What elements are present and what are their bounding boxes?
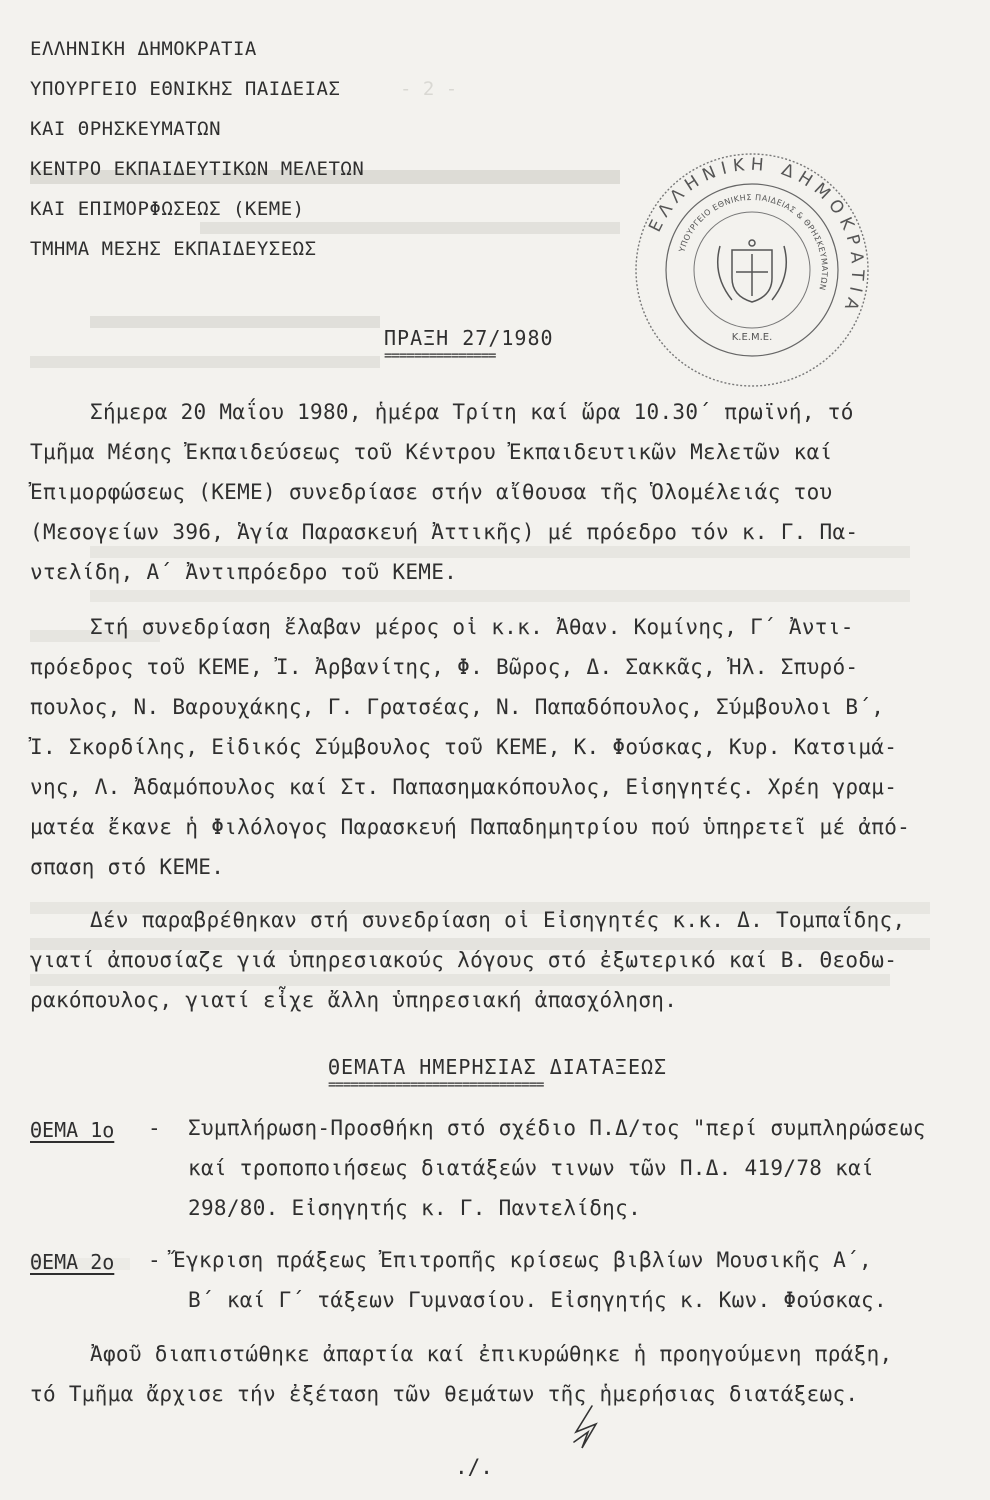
- paragraph-2-line: Στή συνεδρίαση ἔλαβαν μέρος οἱ κ.κ. Ἀθαν. Κομίνης, Γ΄ Ἀντι-: [90, 615, 854, 639]
- paragraph-1-line: (Μεσογείων 396, Ἁγία Παρασκευή Ἀττικῆς) μέ πρόεδρο τόν κ. Γ. Πα-: [30, 520, 859, 544]
- stamp-bottom-text: Κ.Ε.Μ.Ε.: [731, 332, 773, 343]
- header-line-2: ΥΠΟΥΡΓΕΙΟ ΕΘΝΙΚΗΣ ΠΑΙΔΕΙΑΣ: [30, 78, 341, 100]
- topic-2-dash: -: [148, 1248, 161, 1272]
- act-title: [384, 326, 554, 364]
- topic-2-line: Β΄ καί Γ΄ τάξεων Γυμνασίου. Εἰσηγητής κ. Κων. Φούσκας.: [188, 1288, 887, 1312]
- coat-of-arms-icon: [718, 240, 787, 302]
- paragraph-4-line: Ἀφοῦ διαπιστώθηκε ἀπαρτία καί ἐπικυρώθηκε ἡ προηγούμενη πράξη,: [90, 1342, 893, 1366]
- paragraph-3-line: Δέν παραβρέθηκαν στή συνεδρίαση οἱ Εἰσηγητές κ.κ. Δ. Τομπαΐδης,: [90, 908, 906, 932]
- agenda-title: [328, 1055, 668, 1093]
- stamp-outer-text: ΕΛΛΗΝΙΚΗ ΔΗΜΟΚΡΑΤΙΑ: [645, 154, 868, 319]
- header-line-3: ΚΑΙ ΘΡΗΣΚΕΥΜΑΤΩΝ: [30, 118, 222, 140]
- page-continuation-mark: ./.: [455, 1455, 493, 1479]
- paragraph-1-line: Τμῆμα Μέσης Ἐκπαιδεύσεως τοῦ Κέντρου Ἐκπαιδευτικῶν Μελετῶν καί: [30, 440, 833, 464]
- official-stamp: [632, 150, 872, 390]
- header-line-1: ΕΛΛΗΝΙΚΗ ΔΗΜΟΚΡΑΤΙΑ: [30, 38, 257, 60]
- stamp-inner-text: ΥΠΟΥΡΓΕΙΟ ΕΘΝΙΚΗΣ ΠΑΙΔΕΙΑΣ & ΘΡΗΣΚΕΥΜΑΤΩΝ: [677, 192, 830, 292]
- topic-1-dash: -: [148, 1116, 161, 1140]
- paragraph-4-line: τό Τμῆμα ἄρχισε τήν ἐξέταση τῶν θεμάτων τῆς ἡμερήσιας διατάξεως.: [30, 1382, 859, 1406]
- header-line-4: ΚΕΝΤΡΟ ΕΚΠΑΙΔΕΥΤΙΚΩΝ ΜΕΛΕΤΩΝ: [30, 158, 365, 180]
- paragraph-3-line: ρακόπουλος, γιατί εἶχε ἄλλη ὑπηρεσιακή ἀπασχόληση.: [30, 988, 678, 1012]
- paragraph-2-line: ματέα ἔκανε ἡ Φιλόλογος Παρασκευή Παπαδημητρίου πού ὑπηρετεῖ μέ ἀπό-: [30, 815, 911, 839]
- paragraph-1-line: ντελίδη, Α΄ Ἀντιπρόεδρο τοῦ ΚΕΜΕ.: [30, 560, 458, 584]
- topic-1-label: ΘΕΜΑ 1ο: [30, 1118, 115, 1142]
- paragraph-1-line: Ἐπιμορφώσεως (ΚΕΜΕ) συνεδρίασε στήν αἴθουσα τῆς Ὁλομέλειάς του: [30, 480, 833, 504]
- document-page: - 2 - ΕΛΛΗΝΙΚΗ ΔΗΜΟΚΡΑΤΙΑ ΥΠΟΥΡΓΕΙΟ ΕΘΝΙΚΗΣ ΠΑΙΔΕΙΑΣ ΚΑΙ ΘΡΗΣΚΕΥΜΑΤΩΝ ΚΕΝΤΡΟ ΕΚΠΑΙΔΕΥΤΙΚΩΝ ΜΕΛΕΤΩΝ ΚΑΙ ΕΠΙΜΟΡΦΩΣΕΩΣ (ΚΕΜΕ) ΤΜΗΜΑ ΜΕΣΗΣ ΕΚΠΑΙΔΕΥΣΕΩΣ ΕΛΛΗΝΙΚΗ ΔΗΜΟΚΡΑΤΙΑ ΥΠΟΥΡΓΕΙΟ ΕΘΝΙΚΗΣ ΠΑΙΔΕΙΑΣ & ΘΡΗΣΚΕΥΜΑΤΩΝ Κ.Ε.Μ.Ε. ΠΡΑΞΗ 27/1980 =============== Σήμερα 20 Μαΐου 1980, ἡμέρα Τρίτη καί ὥρα 10.30΄ πρωϊνή, τό Τμῆμα Μέσης Ἐκπαιδεύσεως τοῦ Κέντρου Ἐκπαιδευτικῶν Μελετῶν καί Ἐπιμορφώσεως (ΚΕΜΕ) συνεδρίασε στήν αἴθουσα τῆς Ὁλομέλειάς του (Μεσογείων 396, Ἁγία Παρασκευή Ἀττικῆς) μέ πρόεδρο τόν κ. Γ. Πα- ντελίδη, Α΄ Ἀντιπρόεδρο τοῦ ΚΕΜΕ. Στή συνεδρίαση ἔλαβαν μέρος οἱ κ.κ. Ἀθαν. Κομίνης, Γ΄ Ἀντι- πρόεδρος τοῦ ΚΕΜΕ, Ἰ. Ἀρβανίτης, Φ. Βῶρος, Δ. Σακκᾶς, Ἠλ. Σπυρό- πουλος, Ν. Βαρουχάκης, Γ. Γρατσέας, Ν. Παπαδόπουλος, Σύμβουλοι Β΄, Ἰ. Σκορδίλης, Εἰδικός Σύμβουλος τοῦ ΚΕΜΕ, Κ. Φούσκας, Κυρ. Κατσιμά- νης, Λ. Ἀδαμόπουλος καί Στ. Παπασημακόπουλος, Εἰσηγητές. Χρέη γραμ- ματέα ἔκανε ἡ Φιλόλογος Παρασκευή Παπαδημητρίου πού ὑπηρετεῖ μέ ἀπό- σπαση στό ΚΕΜΕ. Δέν παραβρέθηκαν στή συνεδρίαση οἱ Εἰσηγητές κ.κ. Δ. Τομπαΐδης, γιατί ἀπουσίαζε γιά ὑπηρεσιακούς λόγους στό ἐξωτερικό καί Β. Θεοδω- ρακόπουλος, γιατί εἶχε ἄλλη ὑπηρεσιακή ἀπασχόληση. ΘΕΜΑΤΑ ΗΜΕΡΗΣΙΑΣ ΔΙΑΤΑΞΕΩΣ ============================= ΘΕΜΑ 1ο - Συμπλήρωση-Προσθήκη στό σχέδιο Π.Δ/τος "περί συμπληρώσεως καί τροποποιήσεως διατάξεών τινων τῶν Π.Δ. 419/78 καί 298/80. Εἰσηγητής κ. Γ. Παντελίδης. ΘΕΜΑ 2ο - Ἔγκριση πράξεως Ἐπιτροπῆς κρίσεως βιβλίων Μουσικῆς Α΄, Β΄ καί Γ΄ τάξεων Γυμνασίου. Εἰσηγητής κ. Κων. Φούσκας. Ἀφοῦ διαπιστώθηκε ἀπαρτία καί ἐπικυρώθηκε ἡ προηγούμενη πράξη, τό Τμῆμα ἄρχισε τήν ἐξέταση τῶν θεμάτων τῆς ἡμερήσιας διατάξεως. ./.: [0, 0, 990, 1500]
- header-line-5: ΚΑΙ ΕΠΙΜΟΡΦΩΣΕΩΣ (ΚΕΜΕ): [30, 198, 305, 220]
- topic-1-line: 298/80. Εἰσηγητής κ. Γ. Παντελίδης.: [188, 1196, 642, 1220]
- paragraph-2-line: σπαση στό ΚΕΜΕ.: [30, 855, 225, 879]
- act-title-underline: ===============: [384, 348, 496, 364]
- paragraph-2-line: νης, Λ. Ἀδαμόπουλος καί Στ. Παπασημακόπουλος, Εἰσηγητές. Χρέη γραμ-: [30, 775, 898, 799]
- agenda-title-text: ΘΕΜΑΤΑ ΗΜΕΡΗΣΙΑΣ ΔΙΑΤΑΞΕΩΣ: [328, 1055, 668, 1079]
- act-title-text: ΠΡΑΞΗ 27/1980: [384, 326, 554, 350]
- paragraph-1-line: Σήμερα 20 Μαΐου 1980, ἡμέρα Τρίτη καί ὥρα 10.30΄ πρωϊνή, τό: [90, 400, 854, 424]
- header-line-6: ΤΜΗΜΑ ΜΕΣΗΣ ΕΚΠΑΙΔΕΥΣΕΩΣ: [30, 238, 317, 260]
- paragraph-2-line: Ἰ. Σκορδίλης, Εἰδικός Σύμβουλος τοῦ ΚΕΜΕ, Κ. Φούσκας, Κυρ. Κατσιμά-: [30, 735, 898, 759]
- svg-text:ΥΠΟΥΡΓΕΙΟ ΕΘΝΙΚΗΣ ΠΑΙΔΕΙΑΣ & Θ: [677, 193, 829, 292]
- paragraph-2-line: πουλος, Ν. Βαρουχάκης, Γ. Γρατσέας, Ν. Παπαδόπουλος, Σύμβουλοι Β΄,: [30, 695, 885, 719]
- paragraph-2-line: πρόεδρος τοῦ ΚΕΜΕ, Ἰ. Ἀρβανίτης, Φ. Βῶρος, Δ. Σακκᾶς, Ἠλ. Σπυρό-: [30, 655, 859, 679]
- topic-1-line: καί τροποποιήσεως διατάξεών τινων τῶν Π.Δ. 419/78 καί: [188, 1156, 874, 1180]
- topic-1-line: Συμπλήρωση-Προσθήκη στό σχέδιο Π.Δ/τος "περί συμπληρώσεως: [188, 1116, 926, 1140]
- paragraph-3-line: γιατί ἀπουσίαζε γιά ὑπηρεσιακούς λόγους στό ἐξωτερικό καί Β. Θεοδω-: [30, 948, 898, 972]
- topic-2-label: ΘΕΜΑ 2ο: [30, 1250, 115, 1274]
- agenda-title-underline: =============================: [328, 1077, 544, 1093]
- topic-2-line: Ἔγκριση πράξεως Ἐπιτροπῆς κρίσεως βιβλίων Μουσικῆς Α΄,: [173, 1248, 872, 1272]
- signature-initials: [566, 1402, 606, 1452]
